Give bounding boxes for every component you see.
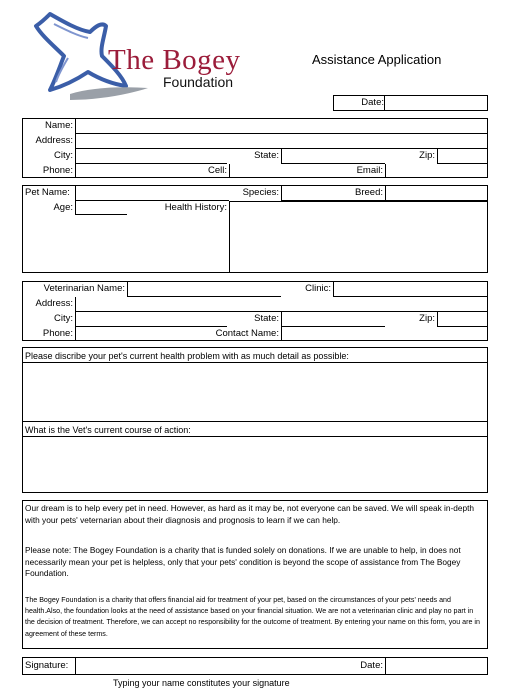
- logo-name: The Bogey: [108, 44, 241, 76]
- contact-name-input[interactable]: [281, 327, 488, 341]
- owner-phone-input[interactable]: [75, 164, 175, 178]
- owner-city-label: City:: [54, 150, 73, 161]
- health-history-input[interactable]: [229, 201, 488, 272]
- signature-date-label: Date:: [360, 660, 383, 671]
- owner-zip-input[interactable]: [437, 149, 488, 164]
- owner-address-input[interactable]: [75, 134, 488, 149]
- signature-note: Typing your name constitutes your signature: [113, 678, 290, 688]
- pet-name-label: Pet Name:: [25, 187, 70, 198]
- owner-section: [22, 118, 488, 178]
- vet-zip-label: Zip:: [419, 313, 435, 324]
- foundation-logo: [30, 8, 270, 108]
- vet-name-input[interactable]: [127, 282, 281, 297]
- vet-address-input[interactable]: [75, 297, 488, 312]
- top-date-input[interactable]: [384, 96, 488, 111]
- vet-phone-input[interactable]: [75, 327, 175, 341]
- owner-state-label: State:: [254, 150, 279, 161]
- owner-email-input[interactable]: [385, 164, 488, 178]
- owner-cell-label: Cell:: [207, 165, 227, 176]
- health-problem-label: Please discribe your pet's current health problem with as much detail as possible:: [25, 351, 349, 361]
- vet-state-label: State:: [254, 313, 279, 324]
- clinic-input[interactable]: [333, 282, 488, 297]
- owner-state-input[interactable]: [281, 149, 385, 164]
- age-input[interactable]: [75, 201, 127, 215]
- info-paragraph-1: Our dream is to help every pet in need. However, as hard as it may be, not everyone can be saved. We will speak in-depth with your pets' veternarian about their diagnosis and prognosis to learn if we can help.: [25, 503, 475, 525]
- owner-cell-input[interactable]: [229, 164, 329, 178]
- info-paragraph-2: Please note: The Bogey Foundation is a charity that is funded solely on donations. If we are unable to help, in does not necessarily mean your pet is helpless, only that your pets' condition is beyond the scope of assistance from The Bogey Foundation.: [25, 545, 461, 579]
- contact-name-label: Contact Name:: [215, 328, 279, 339]
- owner-zip-label: Zip:: [419, 150, 435, 161]
- breed-label: Breed:: [355, 187, 383, 198]
- vet-action-textarea[interactable]: [23, 437, 487, 492]
- pet-name-input[interactable]: [75, 186, 229, 201]
- vet-city-label: City:: [54, 313, 73, 324]
- owner-city-input[interactable]: [75, 149, 227, 164]
- signature-section: [22, 657, 488, 675]
- clinic-label: Clinic:: [305, 283, 331, 294]
- health-problem-textarea[interactable]: [23, 363, 487, 421]
- vet-zip-input[interactable]: [437, 312, 488, 327]
- owner-address-label: Address:: [35, 135, 73, 146]
- divider: [23, 421, 487, 422]
- pet-section: [22, 185, 488, 273]
- vet-action-label: What is the Vet's current course of action:: [25, 425, 191, 435]
- info-paragraph-3: The Bogey Foundation is a charity that offers financial aid for treatment of your pet, based on the circumstances of your pets' needs and health.Also, the foundation looks at the need of assistance based on your financial situation. We are not a veterinarian clinic and play no part in the decision of treatment. Therefore, we can accept no responsibility for the outcome of treatment. By entering your name on this form, you are in agreement of these terms.: [25, 596, 480, 638]
- info-section: [22, 500, 488, 649]
- form-title: Assistance Application: [312, 52, 442, 67]
- health-history-label: Health History:: [164, 202, 227, 213]
- age-label: Age:: [53, 202, 73, 213]
- vet-section: [22, 281, 488, 341]
- breed-input[interactable]: [385, 186, 488, 201]
- health-problem-section: [22, 347, 488, 493]
- owner-name-input[interactable]: [75, 119, 488, 134]
- owner-name-label: Name:: [45, 120, 73, 131]
- vet-name-label: Veterinarian Name:: [43, 283, 125, 294]
- vet-state-input[interactable]: [281, 312, 385, 327]
- species-label: Species:: [242, 187, 279, 198]
- owner-email-label: Email:: [356, 165, 383, 176]
- logo-subtitle: Foundation: [163, 74, 234, 90]
- vet-address-label: Address:: [35, 298, 73, 309]
- date-label: Date:: [361, 97, 384, 108]
- signature-label: Signature:: [25, 660, 69, 671]
- vet-phone-label: Phone:: [42, 328, 73, 339]
- signature-input[interactable]: [75, 658, 333, 674]
- signature-date-input[interactable]: [385, 658, 488, 674]
- vet-city-input[interactable]: [75, 312, 227, 327]
- top-date-box: [333, 95, 488, 111]
- owner-phone-label: Phone:: [42, 165, 73, 176]
